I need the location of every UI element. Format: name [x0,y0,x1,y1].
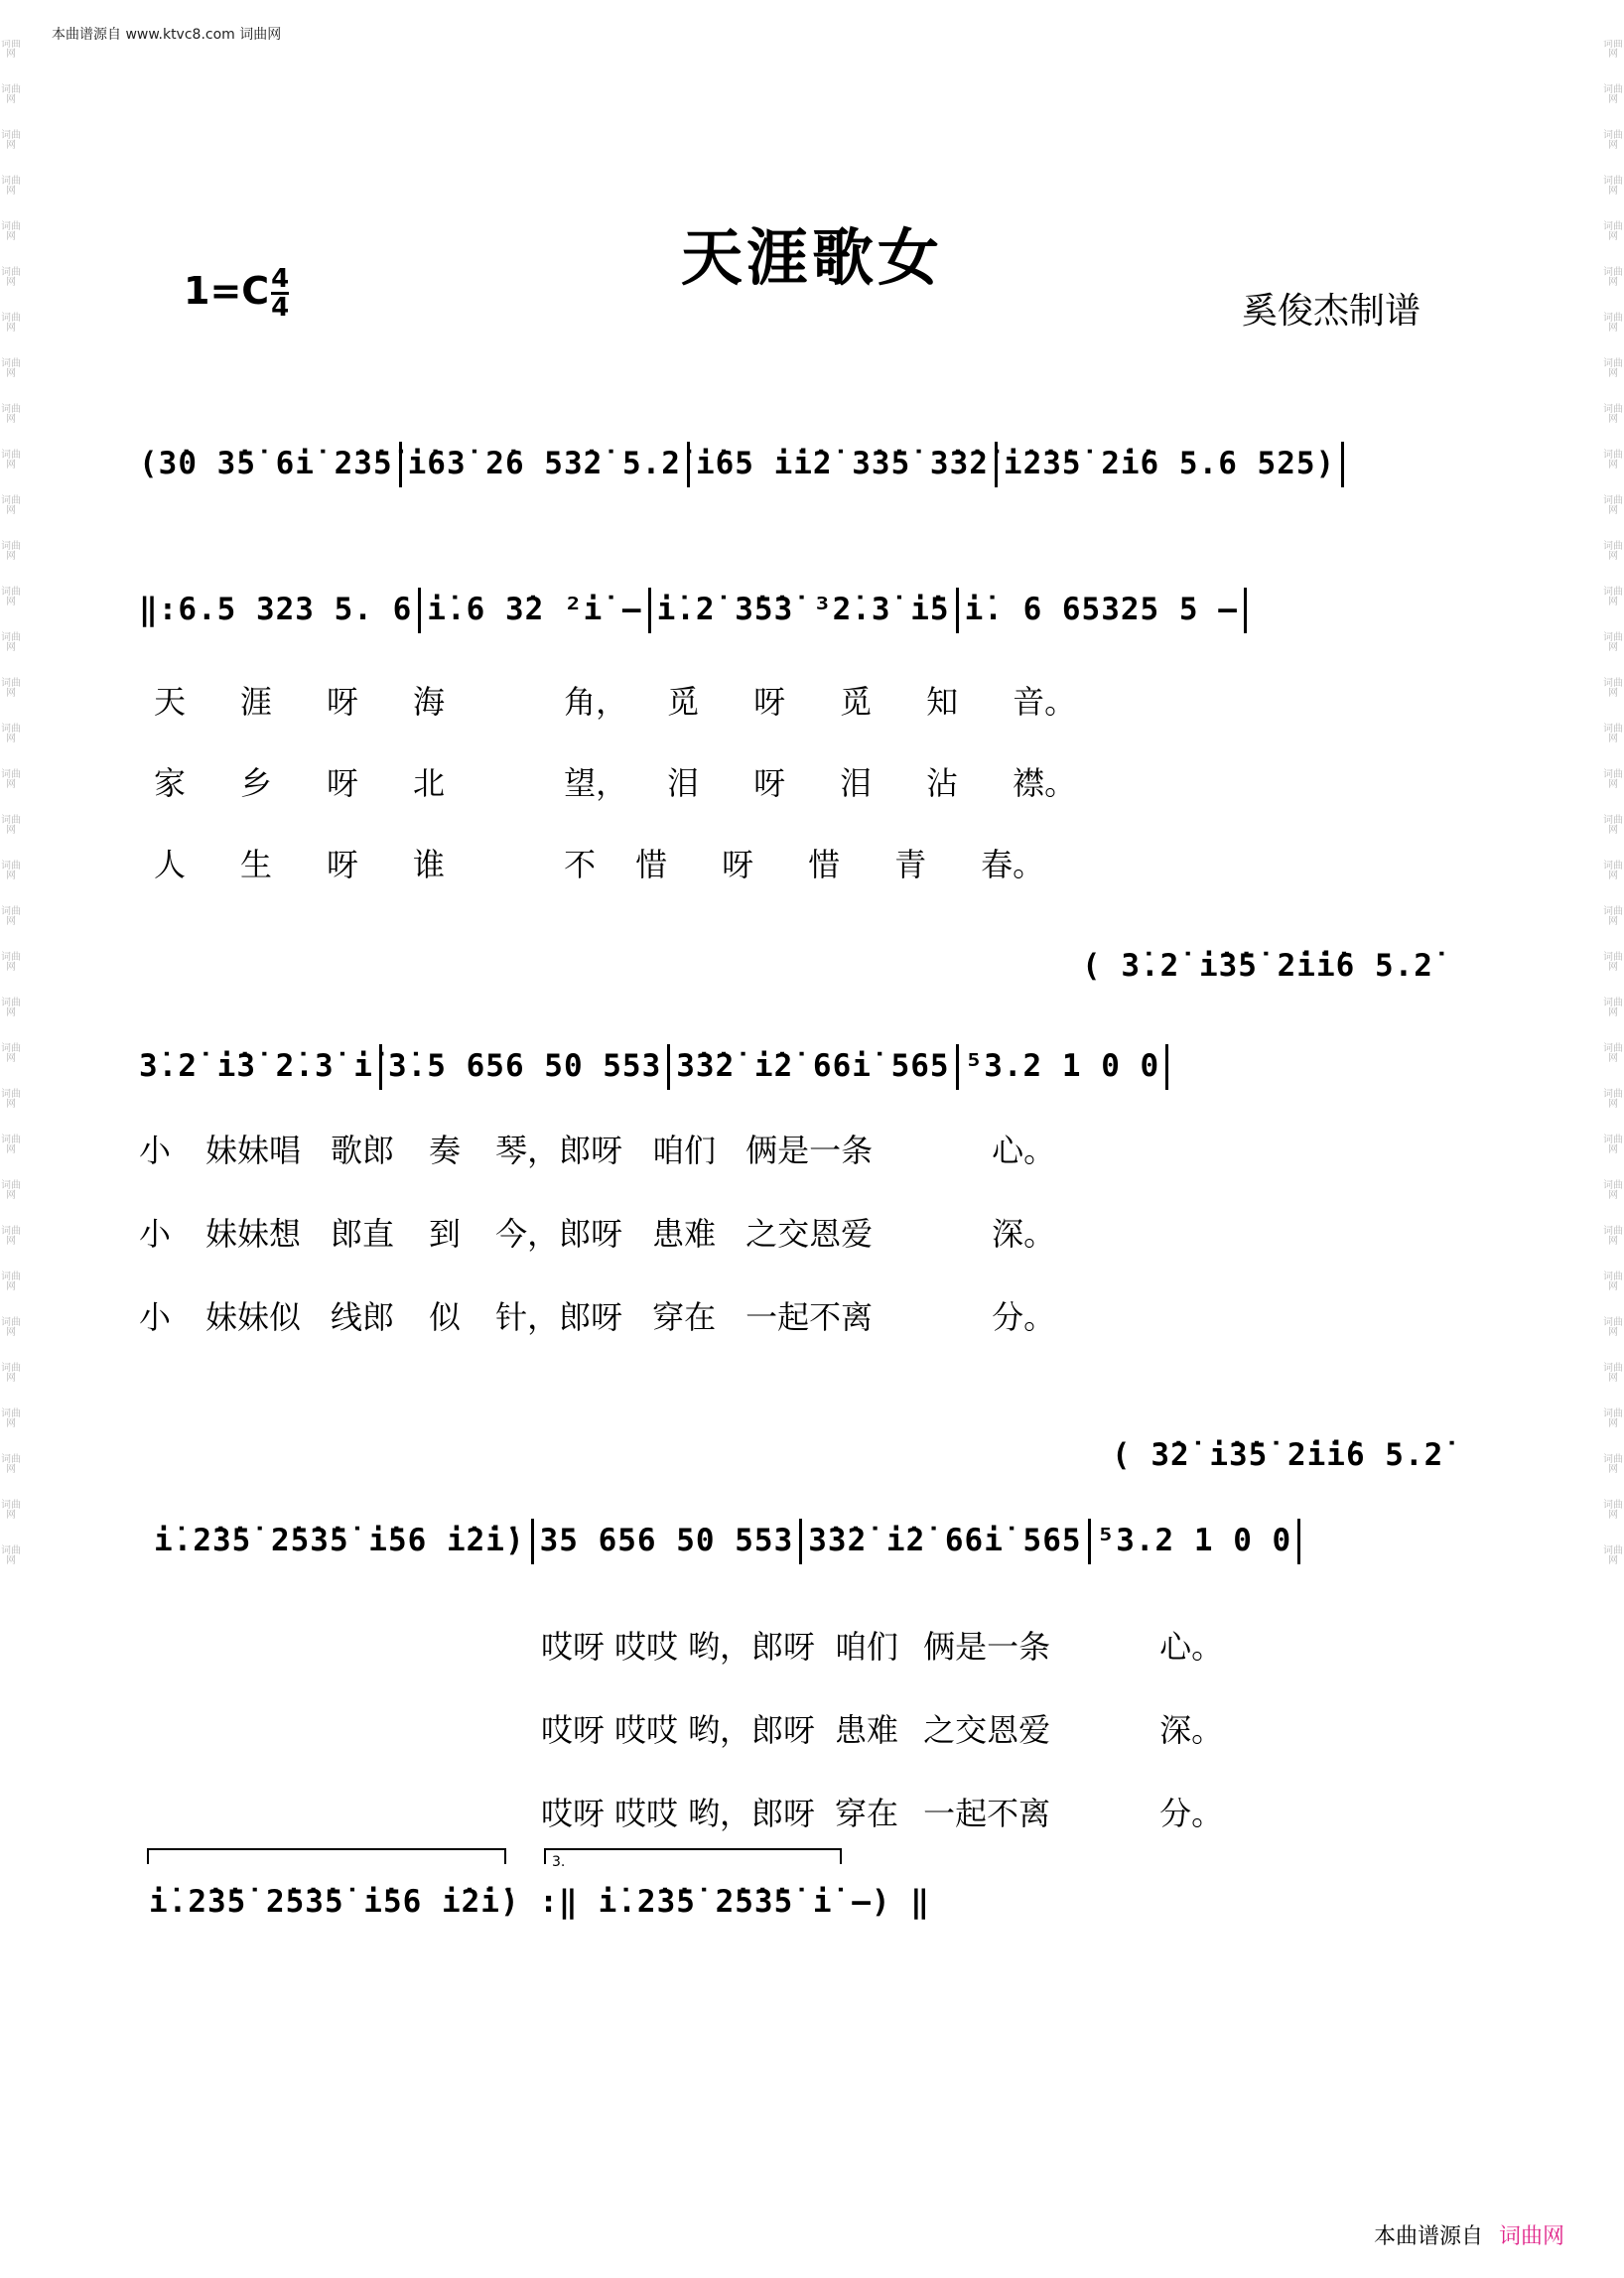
score-line-1 [139,442,1350,487]
measure: i̇.2̇3̇5̇ 2̇5̇3̇5̇ i̇56 i̇2̇i̇) [154,1522,525,1558]
barline [687,442,690,487]
lyric-syllable: 天 [154,683,187,721]
interlude-line-3 [1082,948,1433,984]
watermark-text: 词曲网 [1603,1180,1623,1201]
barline [399,442,402,487]
watermark-text: 词曲网 [1,1363,21,1384]
watermark-text: 词曲网 [1603,176,1623,197]
watermark-text: 词曲网 [1,1272,21,1292]
side-watermark-right [1602,40,1624,2238]
measure: i̇.2̇ 3̇5̇3̇ ³2̇.3̇ i̇5 [656,591,950,627]
measure: ‖:6.5 323 5. 6 [139,591,413,627]
lyric-syllable: 觅 [667,683,700,721]
measure: 35 656 50 553 [539,1522,794,1558]
lyric-syllable: 患难 [652,1215,717,1253]
watermark-text: 词曲网 [1,1089,21,1110]
lyric-syllable: 泪 [667,764,700,802]
watermark-text: 词曲网 [1603,906,1623,927]
barline [1244,588,1247,633]
watermark-text: 词曲网 [1603,404,1623,425]
watermark-text: 词曲网 [1603,1135,1623,1155]
measure: i̇63̇ 2̇6 53̇2̇ 5.2̇ [407,445,681,481]
lyric-syllable: 呀 [327,764,359,802]
lyric-line-b2 [139,1209,1055,1255]
watermark-text: 词曲网 [1603,313,1623,334]
lyric-syllable: 哟，郎呀 [688,1795,816,1832]
watermark-text: 词曲网 [1,1317,21,1338]
measure: ⁵3.2 1 0 0 [964,1047,1160,1084]
lyric-syllable: 一起不离 [745,1298,874,1336]
measure: ⁵3.2 1 0 0 [1096,1522,1292,1558]
lyric-syllable: 分。 [992,1298,1056,1336]
watermark-text: 词曲网 [1,1454,21,1475]
lyric-syllable: 到 [429,1215,462,1253]
barline [418,588,421,633]
lyric-syllable: 深。 [992,1215,1056,1253]
watermark-text: 词曲网 [1603,541,1623,562]
measure: 3̇3̇2̇ i̇2̇ 66i̇ 565 [676,1047,950,1084]
watermark-text: 词曲网 [1,221,21,242]
lyric-syllable: 沾 [926,764,959,802]
lyric-syllable: 呀 [753,683,786,721]
measure: i̇65 i̇i̇2̇ 3̇3̇5̇ 3̇3̇2̇ [695,445,989,481]
lyric-syllable: 俩是一条 [923,1628,1051,1666]
watermark-text: 词曲网 [1,1545,21,1566]
watermark-text: 词曲网 [1603,40,1623,60]
watermark-text: 词曲网 [1603,861,1623,881]
barline [531,1519,534,1564]
lyric-syllable: 俩是一条 [745,1132,874,1169]
score-line-2 [139,588,1253,633]
watermark-text: 词曲网 [1603,1272,1623,1292]
source-header: 本曲谱源自 www.ktvc8.com 词曲网 [52,27,282,43]
watermark-text: 词曲网 [1,358,21,379]
barline [1341,442,1344,487]
time-numerator: 4 [271,264,290,294]
lyric-syllable: 哎呀 [541,1628,606,1666]
watermark-text: 词曲网 [1,267,21,288]
lyric-syllable: 心。 [992,1132,1056,1169]
lyric-syllable: 哟，郎呀 [688,1711,816,1749]
score-line-3 [139,1044,1174,1090]
watermark-text: 词曲网 [1,769,21,790]
barline [956,1044,959,1090]
side-watermark-left [0,40,22,2238]
lyric-line-b1 [139,1126,1055,1171]
lyric-syllable: 奏 [429,1132,462,1169]
watermark-text: 词曲网 [1603,1408,1623,1429]
time-signature [271,266,289,321]
measure: 3̇.5 656 50 553 [387,1047,662,1084]
lyric-syllable: 不 [564,846,597,883]
barline [1297,1519,1300,1564]
watermark-text: 词曲网 [1,1226,21,1247]
measure: (3̇0 3̇5̇ 6i̇ 2̇3̇5̇ [139,445,393,481]
barline [995,442,998,487]
watermark-text: 词曲网 [1,861,21,881]
watermark-text: 词曲网 [1,130,21,151]
lyric-syllable: 惜 [635,846,668,883]
lyric-syllable: 音。 [1013,683,1077,721]
lyric-syllable: 涯 [240,683,273,721]
lyric-line-a1 [154,677,1076,723]
lyric-syllable: 呀 [753,764,786,802]
watermark-text: 词曲网 [1,632,21,653]
lyric-syllable: 哟，郎呀 [688,1628,816,1666]
score-line-4 [154,1519,1306,1564]
watermark-text: 词曲网 [1,724,21,744]
watermark-text: 词曲网 [1603,450,1623,470]
lyric-syllable: 角， [564,683,628,721]
interlude-line-4 [1112,1437,1443,1473]
lyric-syllable: 惜 [808,846,841,883]
lyric-syllable: 郎直 [331,1215,395,1253]
lyric-syllable: 咱们 [652,1132,717,1169]
lyric-line-c3 [541,1789,1223,1834]
watermark-text: 词曲网 [1,541,21,562]
lyric-syllable: 穿在 [835,1795,899,1832]
measure: i̇. 6 65325 5 – [964,591,1238,627]
lyric-syllable: 一起不离 [923,1795,1051,1832]
lyric-syllable: 小 [139,1132,172,1169]
measure: ( 3̇.2̇ i̇3̇5̇ 2̇i̇i̇6 5.2̇ [1082,948,1433,984]
composer-credit: 奚俊杰制谱 [1241,291,1421,332]
lyric-syllable: 心。 [1159,1628,1224,1666]
watermark-text: 词曲网 [1603,1043,1623,1064]
ending-label: 3. [552,1854,566,1870]
lyric-line-c2 [541,1705,1223,1751]
lyric-syllable: 乡 [240,764,273,802]
watermark-text: 词曲网 [1,952,21,973]
key-prefix: 1=C [184,269,270,313]
lyric-syllable: 海 [413,683,446,721]
lyric-line-a3 [154,840,1044,885]
lyric-syllable: 呀 [722,846,754,883]
watermark-text: 词曲网 [1,1500,21,1521]
lyric-syllable: 妹妹似 [205,1298,302,1336]
watermark-text: 词曲网 [1,1043,21,1064]
lyric-syllable: 患难 [835,1711,899,1749]
lyric-syllable: 人 [154,846,187,883]
lyric-syllable: 分。 [1159,1795,1224,1832]
lyric-syllable: 针，郎呀 [495,1298,623,1336]
lyric-syllable: 青 [894,846,927,883]
watermark-text: 词曲网 [1,1408,21,1429]
barline [956,588,959,633]
lyric-syllable: 小 [139,1298,172,1336]
watermark-text: 词曲网 [1603,724,1623,744]
watermark-text: 词曲网 [1603,998,1623,1018]
watermark-text: 词曲网 [1,678,21,699]
watermark-text: 词曲网 [1603,130,1623,151]
measure: ( 3̇2̇ i̇3̇5̇ 2̇i̇i̇6 5.2̇ [1112,1437,1444,1473]
lyric-syllable: 哎哎 [614,1711,679,1749]
lyric-syllable: 家 [154,764,187,802]
measure: i̇.2̇3̇5̇ 2̇5̇3̇5̇ i̇56 i̇2̇i̇) :‖ [149,1884,579,1920]
watermark-text: 词曲网 [1603,1545,1623,1566]
ending-bracket [544,1848,842,1864]
measure: i̇.6 3̇2 ²i̇ – [427,591,642,627]
watermark-text: 词曲网 [1603,1454,1623,1475]
lyric-syllable: 歌郎 [331,1132,395,1169]
song-title: 天涯歌女 [680,221,943,294]
time-denominator: 4 [271,293,290,323]
lyric-syllable: 妹妹想 [205,1215,302,1253]
watermark-text: 词曲网 [1,176,21,197]
lyric-syllable: 哎呀 [541,1795,606,1832]
watermark-text: 词曲网 [1,40,21,60]
lyric-syllable: 襟。 [1013,764,1077,802]
watermark-text: 词曲网 [1603,678,1623,699]
barline [667,1044,670,1090]
lyric-syllable: 谁 [413,846,446,883]
lyric-syllable: 北 [413,764,446,802]
lyric-line-b3 [139,1292,1055,1338]
lyric-syllable: 知 [926,683,959,721]
watermark-text: 词曲网 [1,587,21,607]
lyric-syllable: 哎哎 [614,1628,679,1666]
lyric-syllable: 线郎 [331,1298,395,1336]
lyric-syllable: 咱们 [835,1628,899,1666]
barline [1165,1044,1168,1090]
footer-brand-link[interactable]: 词曲网 [1498,2224,1564,2249]
watermark-text: 词曲网 [1603,587,1623,607]
lyric-line-a2 [154,758,1076,804]
watermark-text: 词曲网 [1603,952,1623,973]
lyric-syllable: 今，郎呀 [495,1215,623,1253]
watermark-text: 词曲网 [1603,815,1623,836]
watermark-text: 词曲网 [1603,1500,1623,1521]
watermark-text: 词曲网 [1603,1226,1623,1247]
watermark-text: 词曲网 [1603,632,1623,653]
measure: 3̇.2̇ i̇3̇ 2̇.3̇ i̇ [139,1047,373,1084]
lyric-syllable: 觅 [840,683,873,721]
watermark-text: 词曲网 [1,313,21,334]
watermark-text: 词曲网 [1603,495,1623,516]
lyric-syllable: 之交恩爱 [745,1215,874,1253]
watermark-text: 词曲网 [1603,1363,1623,1384]
watermark-text: 词曲网 [1,998,21,1018]
watermark-text: 词曲网 [1,84,21,105]
lyric-syllable: 望， [564,764,628,802]
watermark-text: 词曲网 [1603,84,1623,105]
lyric-syllable: 生 [240,846,273,883]
key-signature [184,266,289,321]
lyric-syllable: 小 [139,1215,172,1253]
watermark-text: 词曲网 [1603,267,1623,288]
watermark-text: 词曲网 [1,906,21,927]
lyric-syllable: 哎哎 [614,1795,679,1832]
barline [799,1519,802,1564]
lyric-syllable: 妹妹唱 [205,1132,302,1169]
barline [379,1044,382,1090]
lyric-syllable: 之交恩爱 [923,1711,1051,1749]
lyric-syllable: 似 [429,1298,462,1336]
lyric-syllable: 泪 [840,764,873,802]
measure: i̇.2̇3̇5̇ 2̇5̇3̇5̇ i̇ –) ‖ [598,1884,930,1920]
watermark-text: 词曲网 [1,404,21,425]
barline [648,588,651,633]
lyric-syllable: 琴，郎呀 [495,1132,623,1169]
watermark-text: 词曲网 [1,495,21,516]
measure: i̇2̇3̇5̇ 2̇i̇6 5.6 525) [1003,445,1336,481]
watermark-text: 词曲网 [1603,221,1623,242]
watermark-text: 词曲网 [1603,769,1623,790]
lyric-syllable: 春。 [981,846,1045,883]
lyric-syllable: 穿在 [652,1298,717,1336]
watermark-text: 词曲网 [1,815,21,836]
measure: 3̇3̇2̇ i̇2̇ 66i̇ 565 [808,1522,1082,1558]
lyric-syllable: 呀 [327,683,359,721]
lyric-line-c1 [541,1622,1223,1668]
watermark-text: 词曲网 [1,450,21,470]
lyric-syllable: 哎呀 [541,1711,606,1749]
barline [1088,1519,1091,1564]
watermark-text: 词曲网 [1,1180,21,1201]
footer [1374,2219,1564,2250]
watermark-text: 词曲网 [1603,1317,1623,1338]
footer-source: 本曲谱源自 [1373,2224,1483,2249]
lyric-syllable: 深。 [1159,1711,1224,1749]
score-line-5 [149,1884,930,1920]
lyric-syllable: 呀 [327,846,359,883]
watermark-text: 词曲网 [1603,1089,1623,1110]
watermark-text: 词曲网 [1,1135,21,1155]
repeat-bracket [147,1848,506,1864]
watermark-text: 词曲网 [1603,358,1623,379]
